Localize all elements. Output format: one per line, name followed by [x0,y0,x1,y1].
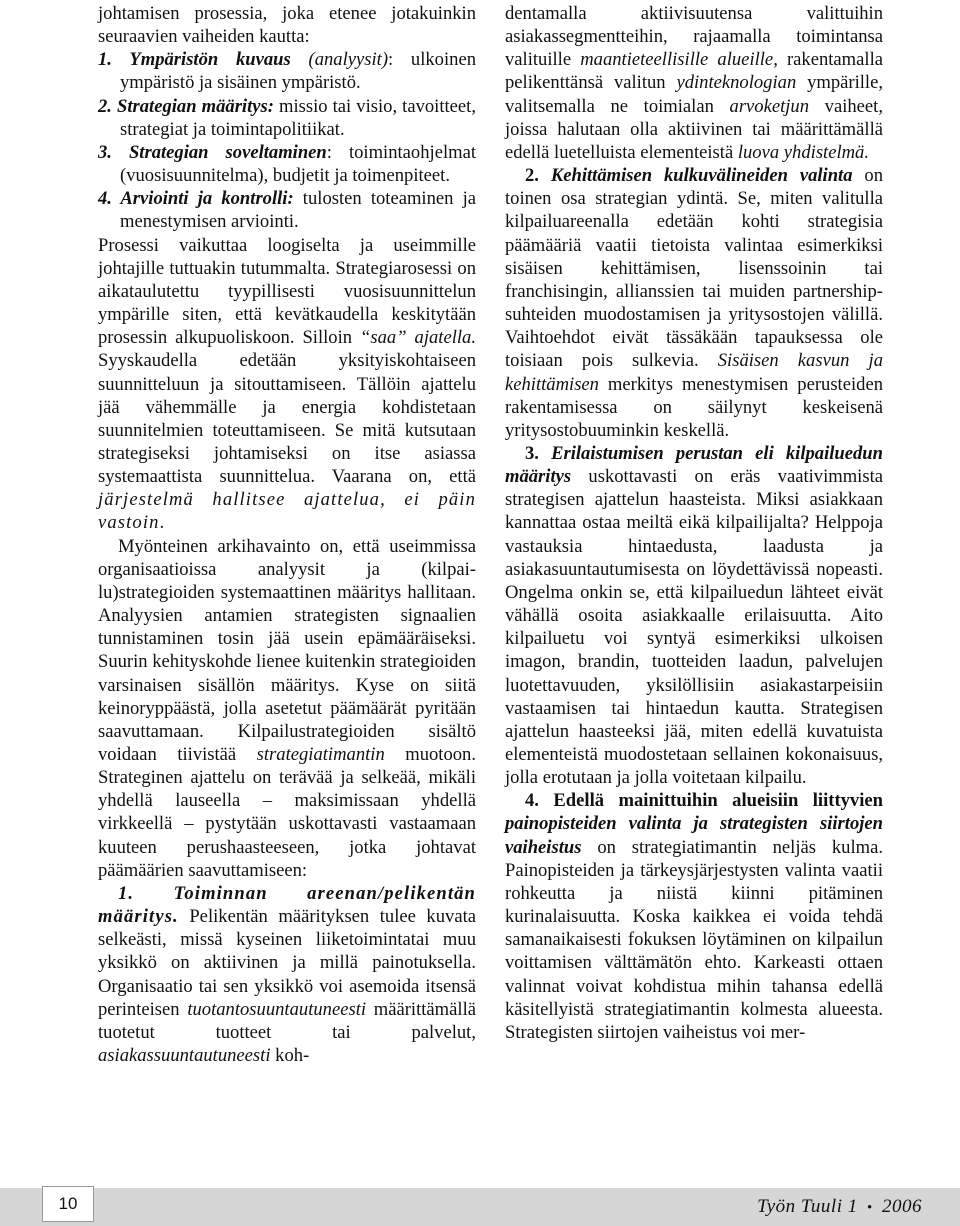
paragraph: Myönteinen arkihavainto on, että useimmissa organisaatioissa analyysit ja (kilpai-lu)strategioiden systemaattinen määritys hallitaan. Analyysien antamien strategisten signaalien tunnistaminen tosin jää usein epämääräiseksi. Suurin kehityskohde lienee kuitenkin strategioiden varsinaisen sisällön määritys. Kyse on siitä keinoryppäästä, jolla asetetut päämäärät pyritään saavuttamaan. Kilpailustrategioiden sisältö voidaan tiivistää strategiatimantin muotoon. Strateginen ajattelu on terävää ja selkeää, mikäli yhdellä lauseella – maksimissaan yhdellä virkkeellä – pystytään uskottavasti vastaamaan kuuteen perushaasteeseen, jotka johtavat päämäärien saavuttamiseen: [98,535,476,881]
list-item [98,141,476,187]
right-column [505,2,883,1044]
page-number: 10 [42,1186,94,1222]
list-text: missio tai visio, tavoitteet, strategiat ja toimintapolitiikat. [120,95,476,140]
list-number: 3. [98,141,112,163]
list-item [98,95,476,141]
section-heading-2: 2. Kehittämisen kulkuvälineiden valinta on toinen osa strategian ydintä. Se, miten valitulla kilpailuareenalla edetään kohti strategisia päämääriä vaatii tietoista valintaa esimerkiksi sisäisen kehittämisen, lisenssoinin tai franchisingin, allianssien tai muiden partnership-suhteiden muodostamisen ja yritysostojen välillä. Vaihtoehdot eivät tässäkään tapauksessa ole toisiaan pois sulkevia. Sisäisen kasvun ja kehittämisen merkitys menestymisen perusteiden rakentamisessa on säilynyt keskeisenä yritysostobuuminkin keskellä. [505,165,883,441]
magazine-footer [757,1196,922,1218]
paragraph: Prosessi vaikuttaa loogiselta ja useimmille johtajille tuttuakin tutummalta. Strategiarosessi on aikataulutettu tyypillisesti vuosisuunnittelun ympärille siten, että kevätkaudella keskitytään prosessin alkupuoliskoon. Silloin “saa” ajatella. Syyskaudella edetään yksityiskohtaiseen suunnitteluun ja sitouttamiseen. Tällöin ajattelu jää vähemmälle ja energia kohdistetaan suunnitelmien toteuttamiseen. Se mitä kutsutaan strategiseksi johtamiseksi on itse asiassa systemaattista suunnittelua. Vaarana on, että järjestelmä hallitsee ajattelua, ei päin vastoin. [98,234,476,534]
list-term: Strategian määritys: [117,95,274,117]
list-term: Ympäristön kuvaus [129,49,291,71]
list-item [98,48,476,94]
section-heading-4: 4. Edellä mainittuihin alueisiin liittyvien painopisteiden valinta ja strategisten siirtojen vaiheistus on strategiatimantin neljäs kulma. Painopisteiden ja tärkeysjärjestysten valinta vaatii rohkeutta ja niistä kiinni pitäminen kurinalaisuutta. Koska kaikkea ei voida tehdä samanaikaisesti fokuksen löytäminen on kilpailun voittamisen välttämätön ehto. Karkeasti ottaen valinnat voivat kohdistua mihin tahansa edellä käsitellyistä strategiatimantin kolmesta alueesta. Strategisten siirtojen vaiheistus voi mer- [505,790,883,1043]
list-text: tulosten toteaminen ja menestymisen arviointi. [120,188,476,233]
list-text: : toimintaohjelmat (vuosisuunnitelma), budjetit ja toimenpiteet. [120,141,476,187]
section-heading-3: 3. Erilaistumisen perustan eli kilpailuedun määritys uskottavasti on eräs vaativimmista strategisen ajattelun haasteista. Miksi asiakkaan kannattaa ostaa meiltä eikä kilpailijalta? Helppoja vastauksia hintaedusta, laadusta ja asiakasuuntautumisesta on löydettävissä nopeasti. Ongelma onkin se, että kilpailuedun lähteet eivät vähällä osoita asiakkaalle erilaisuutta. Aito kilpailuetu voi syntyä esimerkiksi ulkoisen imagon, brandin, tuotteiden laadun, palvelujen luotettavuuden, yksilöllisiin asiakastarpeisiin vastaamisen tai hintaedun kautta. Strategisen ajattelun haasteeksi jää, miten edellä kuvatuista elementeistä muodostetaan sellainen kokonaisuus, jolla erotutaan ja jolla voitetaan kilpailu. [505,442,883,789]
list-text: : ulkoinen ympäristö ja sisäinen ympäristö. [120,49,476,94]
list-term: Strategian soveltaminen [128,141,327,163]
list-number: 4. [98,188,112,210]
intro-text: johtamisen prosessia, joka etenee jotakuinkin seuraavien vaiheiden kautta: [98,3,476,48]
list-paren: (analyysit) [308,49,389,71]
list-number: 1. [98,49,112,71]
bullet-separator: • [866,1200,873,1216]
paragraph: dentamalla aktiivisuutensa valittuihin asiakassegmentteihin, rajaamalla toimintansa valituille maantieteellisille alueille, rakentamalla pelikenttänsä valitun ydinteknologian ympärille, valitsemalla ne toimialan arvoketjun vaiheet, joissa halutaan olla aktiivinen tai määrittämällä edellä luetelluista elementeistä luova yhdistelmä. [505,3,883,163]
list-number: 2. [98,95,112,117]
issue-number: 1 [847,1196,858,1217]
list-item [98,187,476,233]
section-heading-1: 1. Toiminnan areenan/pelikentän määritys. Pelikentän määrityksen tulee kuvata selkeästi, missä kyseinen liiketoimintatai muu yksikkö on aktiivinen ja millä painotuksella. Organisaatio tai sen yksikkö voi asemoida itsensä perinteisen tuotantosuuntautuneesti määrittämällä tuotetut tuotteet tai palvelut, asiakassuuntautuneesti koh- [98,882,476,1067]
magazine-name: Työn Tuuli [757,1196,843,1217]
list-term: Arviointi ja kontrolli: [120,188,294,210]
left-column [98,2,476,1067]
issue-year: 2006 [882,1196,922,1217]
